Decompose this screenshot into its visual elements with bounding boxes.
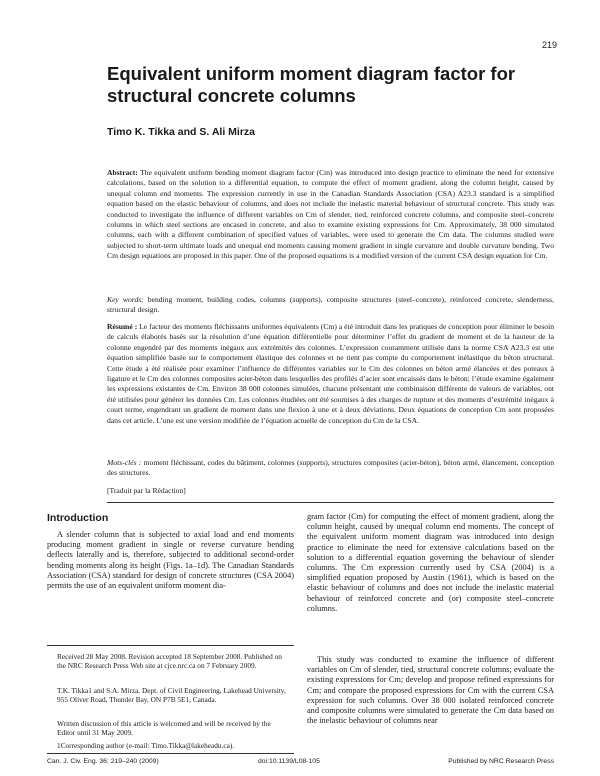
section-divider bbox=[107, 502, 554, 503]
received-note: Received 28 May 2008. Revision accepted 18 September 2008. Published on the NRC Research Press Web site at cjce.nrc.ca on 7 February 2009. bbox=[57, 652, 282, 671]
intro-paragraph-2: gram factor (Cm) for computing the effect of moment gradient, along the column height, caused by unequal column end moments. The concept of the equivalent uniform moment diagram was introduced into design practice to eliminate the need for extensive calculations based on the solution to a differential equation governing the behaviour of slender columns. The Cm expression currently used by CSA (2004) is a simplified equation proposed by Austin (1961), which is based on the elastic behaviour of columns and does not include the inelastic material behaviour of reinforced concrete and (or) composite steel–concrete columns. bbox=[307, 512, 554, 613]
translation-note: [Traduit par la Rédaction] bbox=[107, 486, 186, 495]
discussion-note: Written discussion of this article is welcomed and will be received by the Editor until 31 May 2009. bbox=[57, 719, 271, 738]
introduction-column-1 bbox=[47, 530, 294, 591]
key-words bbox=[107, 295, 554, 316]
introduction-column-2-cont bbox=[307, 655, 554, 726]
publisher: Published by NRC Research Press bbox=[448, 758, 554, 765]
journal-citation: Can. J. Civ. Eng. 36: 219–240 (2009) bbox=[47, 758, 159, 765]
key-words-label: Key words: bbox=[107, 295, 144, 304]
introduction-heading: Introduction bbox=[47, 512, 109, 524]
mots-cles bbox=[107, 458, 554, 479]
resume bbox=[107, 322, 554, 426]
corresponding-author-footnote: 1Corresponding author (e-mail: Timo.Tikka@lakeheadu.ca). bbox=[57, 741, 235, 750]
key-words-text: bending moment, building codes, columns (supports), composite structures (steel–concrete), reinforced concrete, slenderness, structural design. bbox=[107, 295, 554, 315]
mots-cles-label: Mots-clés : bbox=[107, 458, 142, 467]
abstract-label: Abstract: bbox=[107, 168, 138, 177]
article-info-box bbox=[47, 645, 294, 754]
abstract bbox=[107, 168, 554, 262]
introduction-column-2 bbox=[307, 512, 554, 614]
resume-label: Résumé : bbox=[107, 322, 138, 331]
resume-text: Le facteur des moments fléchissants uniformes équivalents (Cm) a été introduit dans les pratiques de conception pour éliminer le besoin de calculs élaborés basés sur la résolution d’une équation différentielle pour déterminer l’effet du gradient de moment et de la hauteur de la colonne engendré par des moments inégaux aux extrémités des colonnes. L’expression couramment utilisée dans la norme CSA A23.3 est une équation simplifiée basée sur le comportement élastique des colonnes et ne tient pas compte du comportement inélastique du béton structural. Cette étude a été réalisée pour examiner l’influence de différentes variables sur le Cm des colonnes en béton armé élancées et des poteaux à ligature et le Cm des colonnes composites acier-béton dans lesquelles des profilés d’acier sont encaissés dans le béton; l’étude examine également les expressions existantes de Cm. Environ 38 000 colonnes simulées, chacune présentant une combinaison différente de valeurs de variables, ont été utilisées pour générer les données Cm. Les colonnes étudiées ont été soumises à des charges de rupture et des moments d’extrémité inégaux à court terme, engendrant un gradient de moment dans une flexion à une et à deux déviations. Deux équations de conception Cm sont proposées dans cet article. L’une est une version modifiée de l’équation actuelle de conception du Cm de la CSA. bbox=[107, 322, 555, 425]
mots-cles-text: moment fléchissant, codes du bâtiment, colonnes (supports), structures composites (acier-béton), béton armé, élancement, conception des structures. bbox=[107, 458, 555, 478]
intro-paragraph-1: A slender column that is subjected to axial load and end moments producing moment gradient in single or reverse curvature bending deflects laterally and is, therefore, subjected to additional second-order bending moments along its height (Figs. 1a–1d). The Canadian Standards Association (CSA) standard for design of concrete structures (CSA 2004) permits the use of an equivalent uniform moment dia- bbox=[47, 530, 294, 591]
doi: doi:10.1139/L08-105 bbox=[258, 758, 320, 765]
abstract-text: The equivalent uniform bending moment diagram factor (Cm) was introduced into design practice to eliminate the need for extensive calculations, based on the solution to a differential equation, to compute the effect of moment gradient, along the column height, caused by unequal column end moments. The expression currently in use in the Canadian Standards Association (CSA) A23.3 standard is a simplified equation based on the elastic behaviour of columns, and does not include the inelastic material behaviour of structural concrete. This study was conducted to investigate the influence of different variables on Cm of slender, tied, reinforced concrete columns, and composite steel–concrete columns in which steel sections are encased in concrete, and also to examine existing expressions for Cm. Approximately, 38 000 simulated columns, each with a different combination of specified values of variables, were used to generate the Cm data. The columns studied were subjected to short-term ultimate loads and unequal end moments causing moment gradient in single curvature and double curvature bending. Two Cm design equations are proposed in this paper. One of the proposed equations is a modified version of the current CSA design equation for Cm. bbox=[107, 168, 554, 261]
paper-title: Equivalent uniform moment diagram factor for structural concrete columns bbox=[107, 63, 516, 106]
page-number: 219 bbox=[541, 40, 557, 50]
intro-paragraph-3: This study was conducted to examine the influence of different variables on Cm of slender, tied, structural concrete columns; evaluate the existing expressions for Cm; develop and propose refined expressions for Cm; and compare the proposed expressions for Cm with the current CSA expression for such columns. Over 38 000 isolated reinforced concrete and composite columns were simulated to generate the Cm data based on the inelastic behaviour of columns near bbox=[307, 655, 554, 726]
paper-authors: Timo K. Tikka and S. Ali Mirza bbox=[107, 126, 256, 138]
author-affiliation: T.K. Tikka1 and S.A. Mirza. Dept. of Civil Engineering, Lakehead University, 955 Oliver Road, Thunder Bay, ON P7B 5E1, Canada. bbox=[57, 686, 286, 705]
